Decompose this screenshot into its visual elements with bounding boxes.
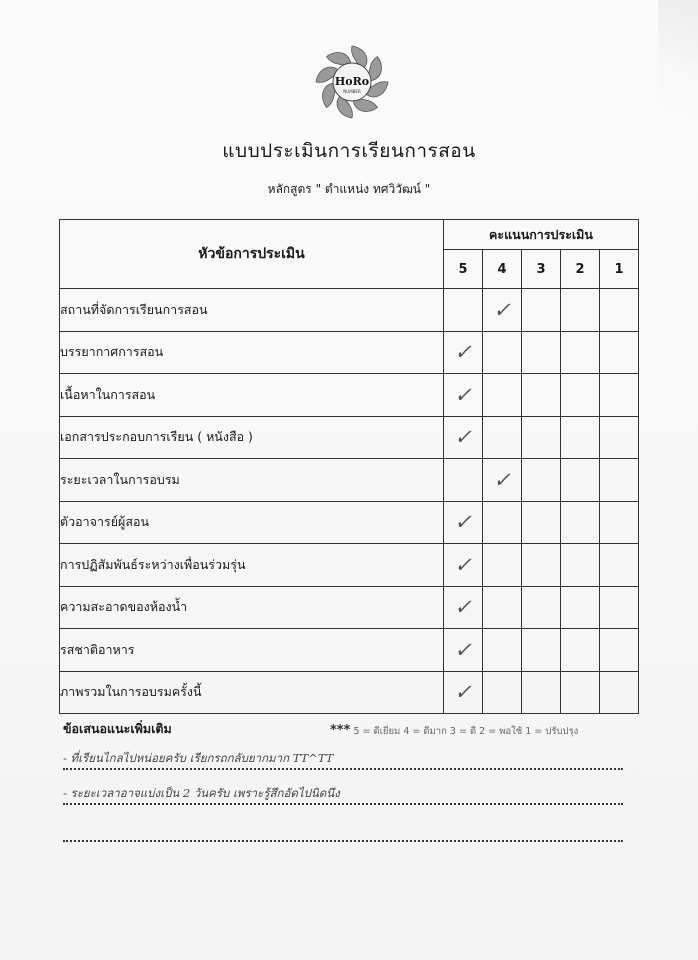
rating-cell-4[interactable] [483, 374, 522, 417]
rating-cell-2[interactable] [561, 586, 600, 629]
check-mark-icon: ✓ [454, 680, 472, 705]
rating-cell-5[interactable] [444, 289, 483, 332]
rating-cell-5[interactable] [444, 459, 483, 502]
rating-cell-2[interactable] [561, 331, 600, 374]
rating-cell-1[interactable] [600, 501, 639, 544]
rating-cell-1[interactable] [600, 374, 639, 417]
rating-cell-3[interactable] [522, 416, 561, 459]
rating-cell-2[interactable] [561, 501, 600, 544]
table-row [60, 459, 639, 502]
rating-cell-1[interactable] [600, 459, 639, 502]
logo-subtext: NUMBER [343, 89, 361, 94]
rating-cell-2[interactable] [561, 459, 600, 502]
rating-cell-3[interactable] [522, 289, 561, 332]
criterion-label: ตัวอาจารย์ผู้สอน [60, 501, 444, 544]
rating-cell-2[interactable] [561, 289, 600, 332]
rating-cell-1[interactable] [600, 671, 639, 714]
criterion-label: สถานที่จัดการเรียนการสอน [60, 289, 444, 332]
additional-comments-label: ข้อเสนอแนะเพิ่มเติม [63, 721, 172, 736]
rating-cell-5[interactable] [444, 629, 483, 672]
rating-cell-5[interactable] [444, 671, 483, 714]
comment-line-3[interactable] [63, 822, 623, 842]
rating-cell-4[interactable] [483, 459, 522, 502]
check-mark-icon: ✓ [493, 467, 511, 492]
rating-cell-2[interactable] [561, 544, 600, 587]
table-row [60, 416, 639, 459]
rating-cell-3[interactable] [522, 501, 561, 544]
comment-line-2[interactable]: - ระยะเวลาอาจแบ่งเป็น 2 วันครับ เพราะรู้สึกอัดไปนิดนึง [63, 785, 623, 805]
rating-cell-2[interactable] [561, 416, 600, 459]
topic-header: หัวข้อการประเมิน [60, 220, 444, 289]
score-header: คะแนนการประเมิน [444, 220, 639, 250]
score-column-1: 1 [600, 250, 639, 289]
check-mark-icon: ✓ [493, 297, 511, 322]
rating-cell-4[interactable] [483, 586, 522, 629]
check-mark-icon: ✓ [454, 637, 472, 662]
rating-cell-3[interactable] [522, 586, 561, 629]
check-mark-icon: ✓ [454, 510, 472, 535]
rating-cell-4[interactable] [483, 501, 522, 544]
criterion-label: การปฏิสัมพันธ์ระหว่างเพื่อนร่วมรุ่น [60, 544, 444, 587]
rating-cell-5[interactable] [444, 416, 483, 459]
table-row [60, 671, 639, 714]
criterion-label: ระยะเวลาในการอบรม [60, 459, 444, 502]
rating-cell-1[interactable] [600, 416, 639, 459]
page-title: แบบประเมินการเรียนการสอน [222, 140, 476, 162]
score-column-4: 4 [483, 250, 522, 289]
rating-cell-1[interactable] [600, 289, 639, 332]
comment-line-1[interactable]: - ที่เรียนไกลไปหน่อยครับ เรียกรถกลับยากมาก TT^TT [63, 750, 623, 770]
rating-legend [330, 723, 578, 739]
check-mark-icon: ✓ [454, 382, 472, 407]
rating-cell-4[interactable] [483, 331, 522, 374]
rating-cell-2[interactable] [561, 629, 600, 672]
check-mark-icon: ✓ [454, 552, 472, 577]
rating-cell-4[interactable] [483, 416, 522, 459]
rating-cell-3[interactable] [522, 331, 561, 374]
criterion-label: รสชาติอาหาร [60, 629, 444, 672]
table-row [60, 501, 639, 544]
evaluation-table [59, 219, 639, 714]
rating-cell-4[interactable] [483, 289, 522, 332]
score-column-2: 2 [561, 250, 600, 289]
rating-cell-5[interactable] [444, 374, 483, 417]
rating-cell-3[interactable] [522, 374, 561, 417]
paper-fold-shadow [658, 0, 698, 120]
legend-stars: *** [330, 723, 351, 738]
table-row [60, 289, 639, 332]
rating-cell-2[interactable] [561, 374, 600, 417]
rating-cell-1[interactable] [600, 331, 639, 374]
check-mark-icon: ✓ [454, 425, 472, 450]
criterion-label: ภาพรวมในการอบรมครั้งนี้ [60, 671, 444, 714]
table-row [60, 629, 639, 672]
score-column-5: 5 [444, 250, 483, 289]
rating-cell-1[interactable] [600, 586, 639, 629]
rating-cell-2[interactable] [561, 671, 600, 714]
course-name: หลักสูตร " ตำแหน่ง ทศวิวัฒน์ " [267, 182, 431, 196]
table-row [60, 544, 639, 587]
table-row [60, 331, 639, 374]
legend-text: 5 = ดีเยี่ยม 4 = ดีมาก 3 = ดี 2 = พอใช้ 1 = ปรับปรุง [353, 726, 579, 737]
rating-cell-4[interactable] [483, 629, 522, 672]
check-mark-icon: ✓ [454, 340, 472, 365]
logo-text: HoRo [334, 75, 370, 88]
rating-cell-5[interactable] [444, 544, 483, 587]
criterion-label: บรรยากาศการสอน [60, 331, 444, 374]
rating-cell-5[interactable] [444, 586, 483, 629]
criterion-label: ความสะอาดของห้องน้ำ [60, 586, 444, 629]
rating-cell-4[interactable] [483, 671, 522, 714]
rating-cell-3[interactable] [522, 671, 561, 714]
check-mark-icon: ✓ [454, 595, 472, 620]
rating-cell-3[interactable] [522, 544, 561, 587]
table-row [60, 374, 639, 417]
rating-cell-3[interactable] [522, 459, 561, 502]
rating-cell-1[interactable] [600, 544, 639, 587]
score-column-3: 3 [522, 250, 561, 289]
rating-cell-4[interactable] [483, 544, 522, 587]
criterion-label: เอกสารประกอบการเรียน ( หนังสือ ) [60, 416, 444, 459]
criterion-label: เนื้อหาในการสอน [60, 374, 444, 417]
table-row [60, 586, 639, 629]
rating-cell-3[interactable] [522, 629, 561, 672]
rating-cell-5[interactable] [444, 331, 483, 374]
rating-cell-1[interactable] [600, 629, 639, 672]
horo-logo [308, 42, 396, 124]
rating-cell-5[interactable] [444, 501, 483, 544]
